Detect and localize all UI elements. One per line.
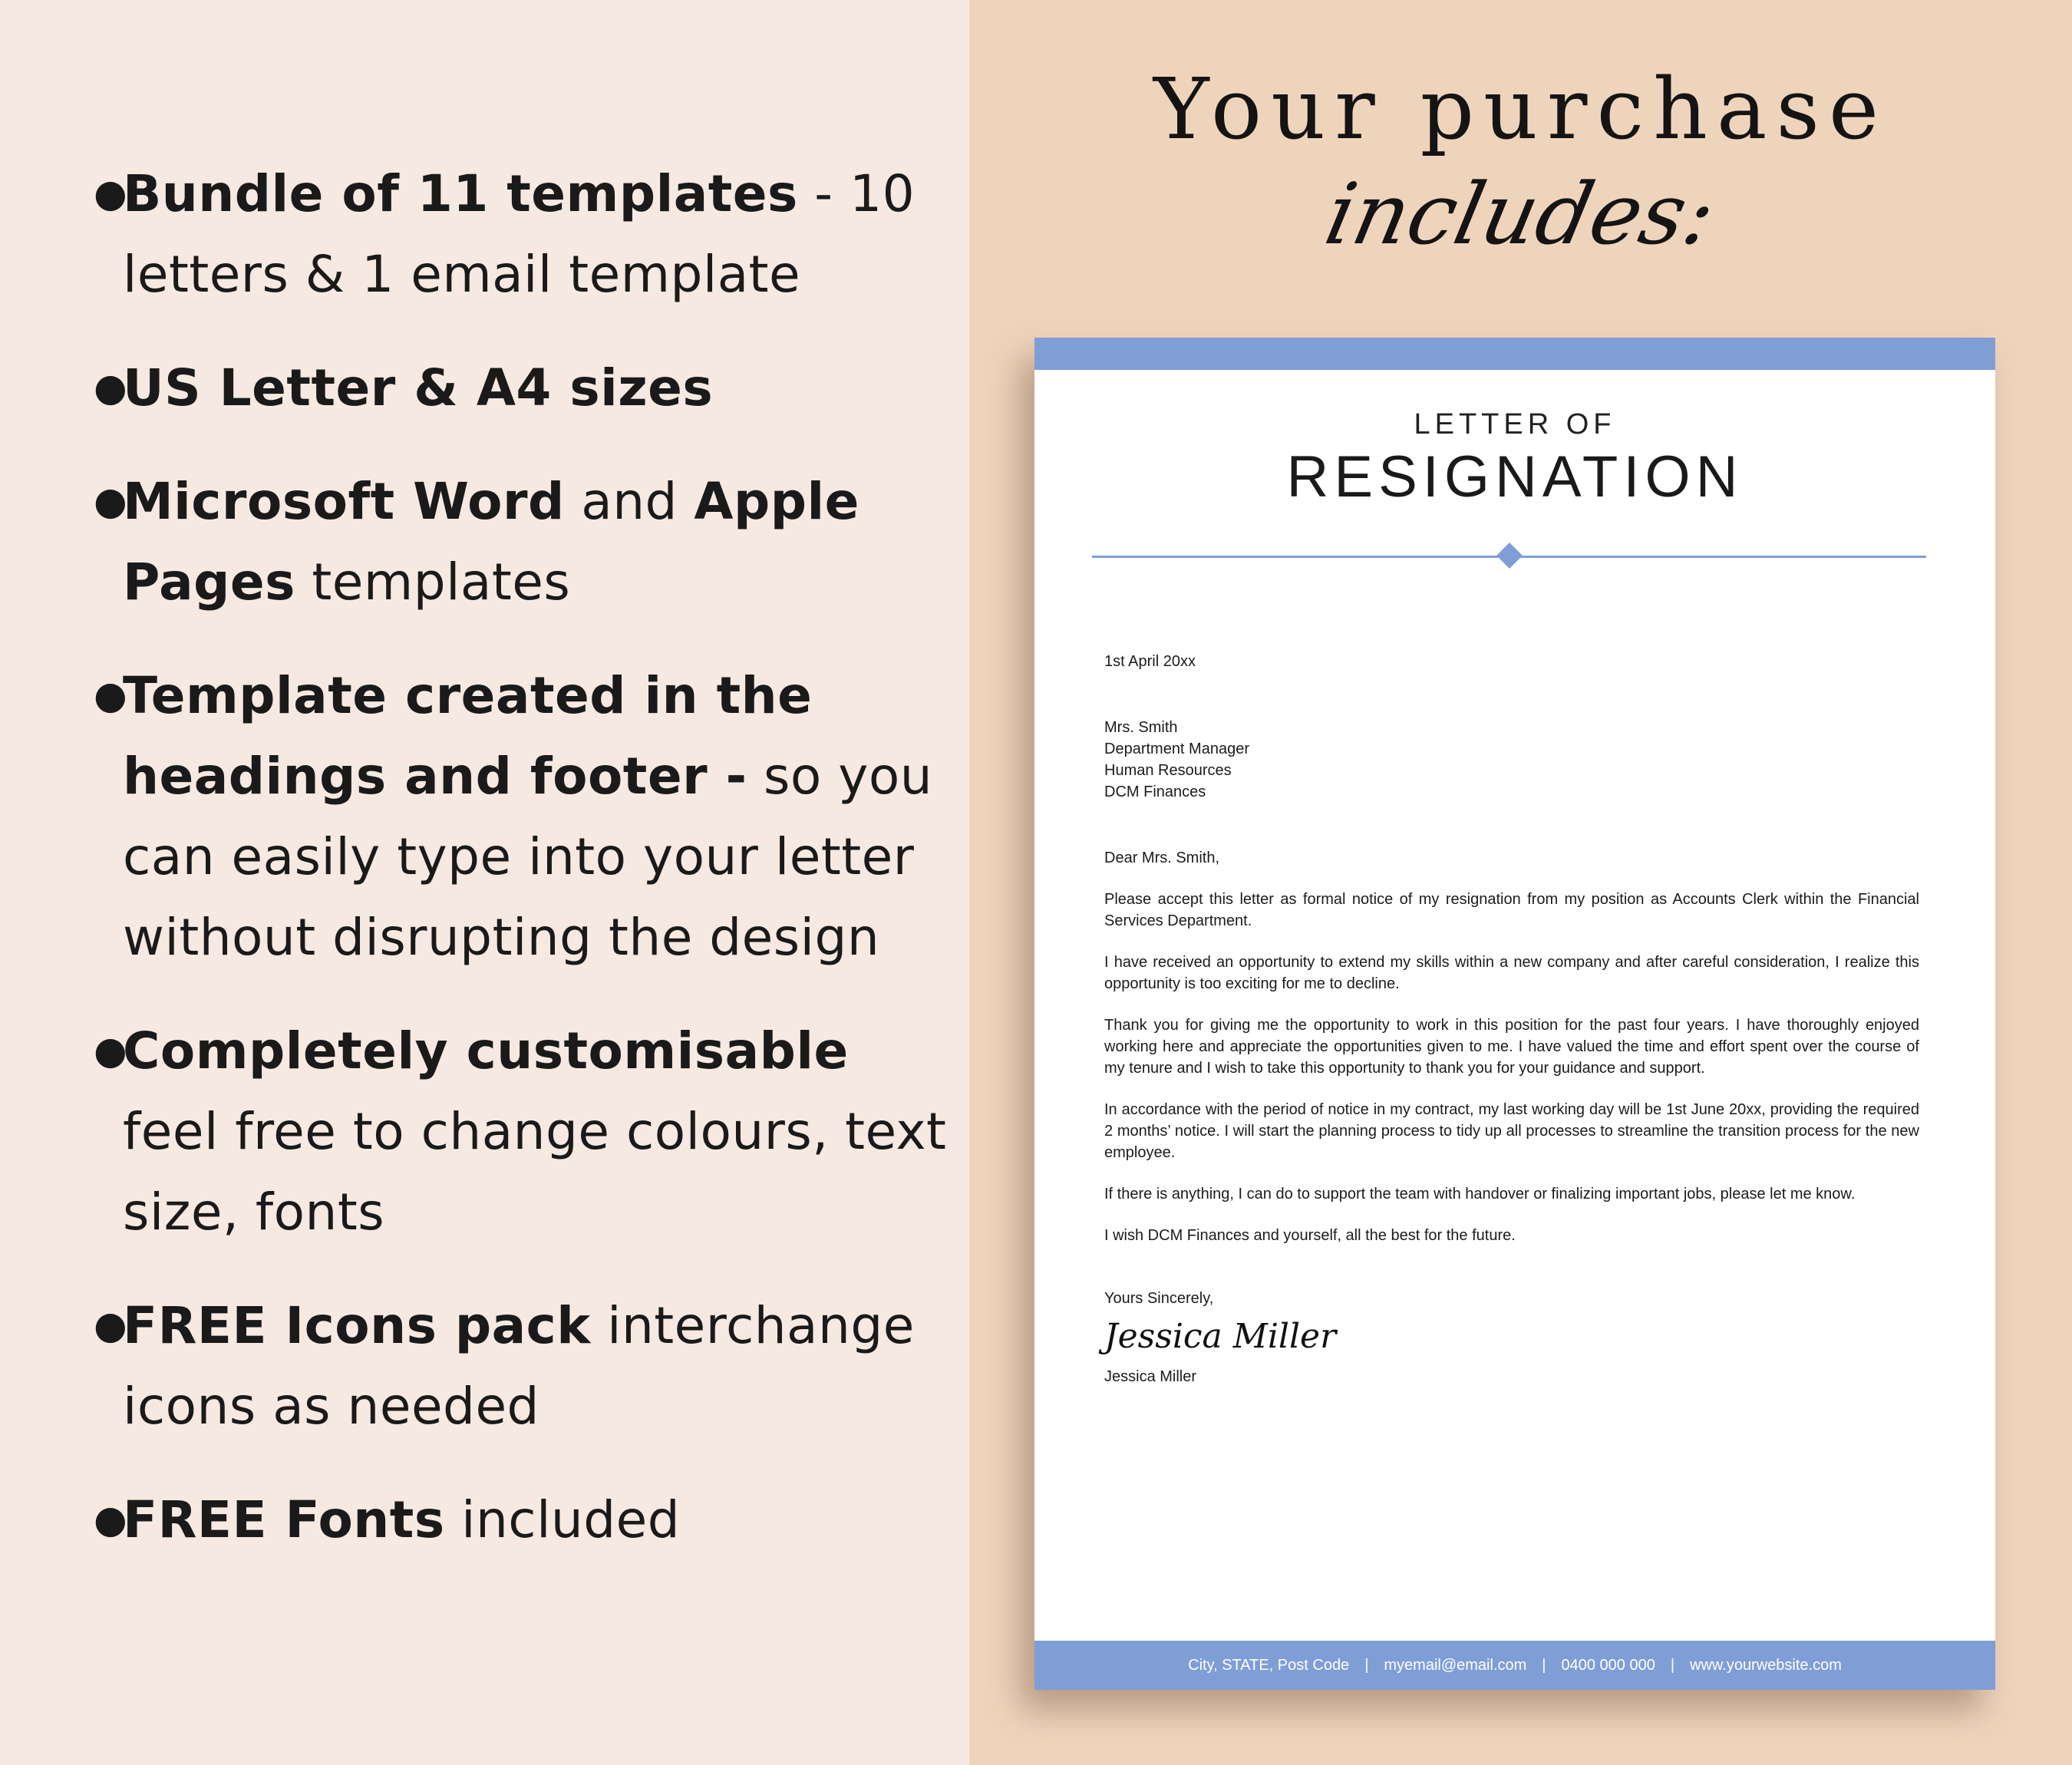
feature-bold: Bundle of 11 templates bbox=[123, 164, 798, 223]
footer-separator: | bbox=[1542, 1656, 1546, 1674]
feature-item bbox=[94, 1011, 952, 1252]
feature-bold: US Letter & A4 sizes bbox=[123, 358, 714, 417]
feature-item bbox=[94, 655, 952, 978]
feature-bold: Template created in the headings and footer - bbox=[123, 666, 813, 806]
letter-paragraph: Thank you for giving me the opportunity to work in this position for the past four years. I have thoroughly enjoyed working here and appreciate the opportunities given to me. I have valued the time and effort spent over the course of my tenure and I wish to take this opportunity to thank you for your guidance and support. bbox=[1104, 1017, 1919, 1077]
letter-date: 1st April 20xx bbox=[1104, 653, 1196, 670]
footer-separator: | bbox=[1670, 1656, 1675, 1674]
feature-item bbox=[94, 153, 952, 315]
bullet-icon: ● bbox=[94, 365, 128, 410]
address-line: Department Manager bbox=[1104, 741, 1249, 757]
feature-item bbox=[94, 1480, 952, 1560]
letter-salutation: Dear Mrs. Smith, bbox=[1104, 850, 1220, 866]
footer-address: City, STATE, Post Code bbox=[1188, 1656, 1350, 1674]
footer-email: myemail@email.com bbox=[1384, 1656, 1527, 1674]
letter-footer bbox=[1034, 1641, 1995, 1690]
signature-script: Jessica Miller bbox=[1104, 1317, 1337, 1356]
address-line: Mrs. Smith bbox=[1104, 719, 1178, 736]
heading-main: Your purchase bbox=[1153, 60, 1889, 158]
address-line: Human Resources bbox=[1104, 762, 1232, 779]
letter-name: Jessica Miller bbox=[1104, 1368, 1197, 1385]
letter-paragraph: Please accept this letter as formal notice of my resignation from my position as Accounts Clerk within the Financial Services Department. bbox=[1104, 891, 1919, 929]
feature-text: included bbox=[444, 1490, 681, 1549]
feature-bold: Completely customisable bbox=[123, 1021, 849, 1080]
feature-bold: FREE Icons pack bbox=[123, 1296, 591, 1355]
diamond-icon bbox=[1496, 543, 1523, 569]
letter-paragraph: I wish DCM Finances and yourself, all the best for the future. bbox=[1104, 1227, 1516, 1244]
letter-address bbox=[1104, 717, 1919, 803]
bullet-icon: ● bbox=[94, 171, 128, 216]
letter-body bbox=[1104, 651, 1919, 1407]
feature-text: feel free to change colours, text size, fonts bbox=[123, 1102, 947, 1242]
feature-text: - 10 letters & 1 email template bbox=[123, 164, 916, 304]
address-line: DCM Finances bbox=[1104, 784, 1206, 800]
feature-text: and bbox=[564, 472, 695, 531]
bullet-icon: ● bbox=[94, 479, 128, 523]
feature-item bbox=[94, 1285, 952, 1447]
feature-item bbox=[94, 348, 952, 428]
bullet-icon: ● bbox=[94, 673, 128, 718]
footer-phone: 0400 000 000 bbox=[1561, 1656, 1655, 1674]
feature-text: templates bbox=[295, 553, 571, 612]
letter-preview bbox=[1034, 338, 1995, 1690]
feature-list bbox=[94, 153, 952, 1593]
bullet-icon: ● bbox=[94, 1497, 128, 1542]
bullet-icon: ● bbox=[94, 1303, 128, 1348]
feature-bold: FREE Fonts bbox=[123, 1490, 445, 1549]
footer-separator: | bbox=[1364, 1656, 1369, 1674]
letter-paragraph: If there is anything, I can do to support the team with handover or finalizing important jobs, please let me know. bbox=[1104, 1186, 1856, 1203]
letter-title-small: LETTER OF bbox=[1414, 408, 1616, 440]
feature-text: so you can easily type into your letter without disrupting the design bbox=[123, 747, 933, 967]
letter-title-big: RESIGNATION bbox=[1286, 444, 1744, 510]
feature-bold: Apple Pages bbox=[123, 472, 859, 612]
letter-top-band bbox=[1034, 338, 1995, 370]
feature-item bbox=[94, 461, 952, 622]
letter-paragraph: In accordance with the period of notice in my contract, my last working day will be 1st June 20xx, providing the required 2 months’ notice. I will start the planning process to tidy up all processes to streamline the transition process for the new employee. bbox=[1104, 1101, 1919, 1161]
letter-closing: Yours Sincerely, bbox=[1104, 1290, 1214, 1307]
feature-text: interchange icons as needed bbox=[123, 1296, 915, 1436]
heading-script: includes: bbox=[1317, 165, 1724, 263]
bullet-icon: ● bbox=[94, 1028, 128, 1073]
footer-website: www.yourwebsite.com bbox=[1690, 1656, 1842, 1674]
feature-bold: Microsoft Word bbox=[123, 472, 565, 531]
letter-paragraph: I have received an opportunity to extend my skills within a new company and after careful consideration, I realize this opportunity is too exciting for me to decline. bbox=[1104, 954, 1919, 992]
